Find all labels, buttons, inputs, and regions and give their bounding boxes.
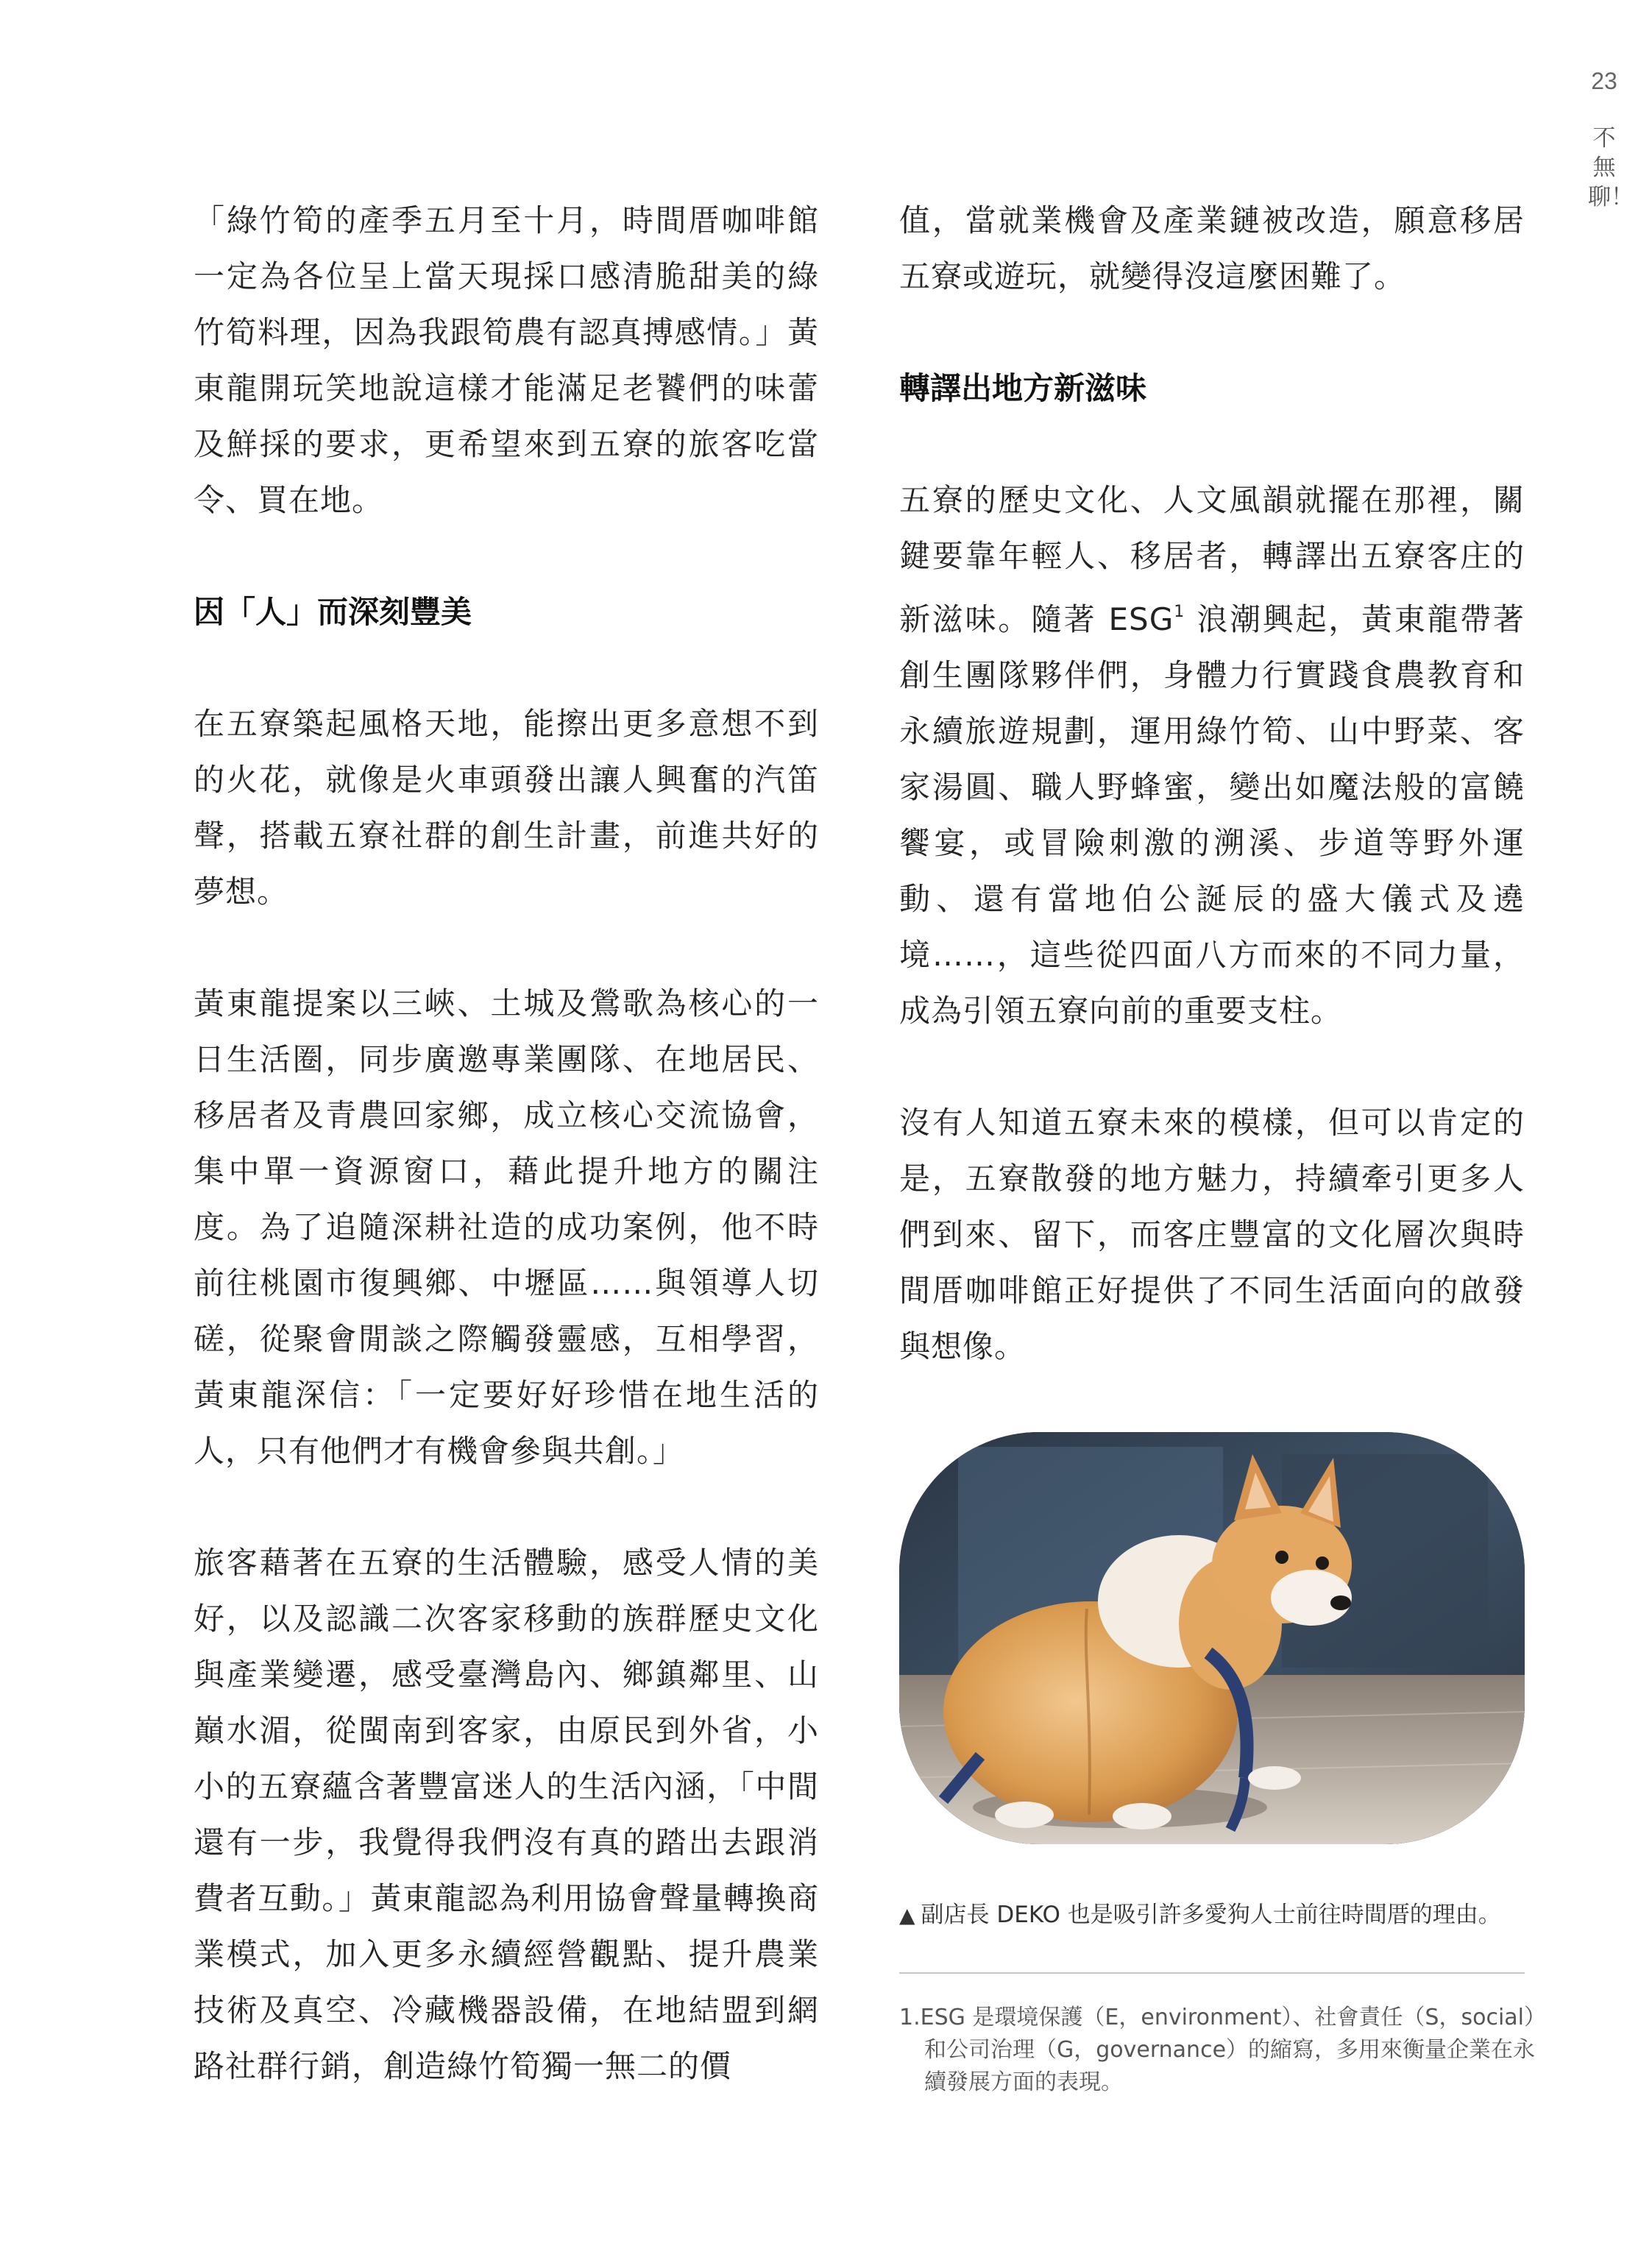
- corgi-illustration: [899, 1432, 1525, 1844]
- paragraph: [899, 472, 1525, 1039]
- paragraph: 沒有人知道五寮未來的模樣，但可以肯定的是，五寮散發的地方魅力，持續牽引更多人們到來、留下，而客庄豐富的文化層次與時間厝咖啡館正好提供了不同生活面向的啟發與想像。: [899, 1105, 1525, 1364]
- caption-text: 副店長 DEKO 也是吸引許多愛狗人士前往時間厝的理由。: [921, 1902, 1501, 1928]
- footnote-marker: 1: [1174, 603, 1185, 621]
- caption-triangle-icon: ▲: [899, 1903, 915, 1927]
- footnote-divider: [899, 1972, 1525, 1974]
- section-heading: 轉譯出地方新滋味: [899, 370, 1147, 406]
- paragraph: 「綠竹筍的產季五月至十月，時間厝咖啡館一定為各位呈上當天現採口感清脆甜美的綠竹筍料理，因為我跟筍農有認真搏感情。」黃東龍開玩笑地說這樣才能滿足老饕們的味蕾及鮮採的要求，更希望來到五寮的旅客吃當令、買在地。: [194, 202, 819, 518]
- paragraph: 黃東龍提案以三峽、土城及鶯歌為核心的一日生活圈，同步廣邀專業團隊、在地居民、移居者及青農回家鄉，成立核心交流協會，集中單一資源窗口，藉此提升地方的關注度。為了追隨深耕社造的成功案例，他不時前往桃園市復興鄉、中壢區……與領導人切磋，從聚會閒談之際觸發靈感，互相學習，黃東龍深信：「一定要好好珍惜在地生活的人，只有他們才有機會參與共創。」: [194, 985, 819, 1469]
- left-column: [194, 193, 819, 2150]
- photo-caption: [899, 1899, 1561, 1932]
- section-tag: 不無聊！: [1588, 125, 1634, 210]
- corgi-photo: [899, 1432, 1525, 1844]
- right-column: [899, 193, 1525, 1431]
- footnote: 1.ESG 是環境保護（E，environment）、社會責任（S，social）和公司治理（G，governance）的縮寫，多用來衡量企業在永續發展方面的表現。: [899, 2005, 1546, 2095]
- paragraph-text: 五寮的歷史文化、人文風韻就擺在那裡，關鍵要靠年輕人、移居者，轉譯出五寮客庄的新滋味。隨著 ESG: [899, 482, 1525, 637]
- section-heading: 因「人」而深刻豐美: [194, 594, 472, 630]
- paragraph: 在五寮築起風格天地，能擦出更多意想不到的火花，就像是火車頭發出讓人興奮的汽笛聲，搭載五寮社群的創生計畫，前進共好的夢想。: [194, 706, 819, 910]
- paragraph: 旅客藉著在五寮的生活體驗，感受人情的美好，以及認識二次客家移動的族群歷史文化與產業變遷，感受臺灣島內、鄉鎮鄰里、山巔水湄，從閩南到客家，由原民到外省，小小的五寮蘊含著豐富迷人的生活內涵，「中間還有一步，我覺得我們沒有真的踏出去跟消費者互動。」黃東龍認為利用協會聲量轉換商業模式，加入更多永續經營觀點、提升農業技術及真空、冷藏機器設備，在地結盟到網路社群行銷，創造綠竹筍獨一無二的價: [194, 1545, 819, 2084]
- page-number: 23: [1591, 68, 1617, 94]
- paragraph: 值，當就業機會及產業鏈被改造，願意移居五寮或遊玩，就變得沒這麼困難了。: [899, 202, 1525, 294]
- paragraph-text: 浪潮興起，黃東龍帶著創生團隊夥伴們，身體力行實踐食農教育和永續旅遊規劃，運用綠竹筍、山中野菜、客家湯圓、職人野蜂蜜，變出如魔法般的富饒饗宴，或冒險刺激的溯溪、步道等野外運動、還有當地伯公誕辰的盛大儀式及遶境……，這些從四面八方而來的不同力量，成為引領五寮向前的重要支柱。: [899, 601, 1525, 1029]
